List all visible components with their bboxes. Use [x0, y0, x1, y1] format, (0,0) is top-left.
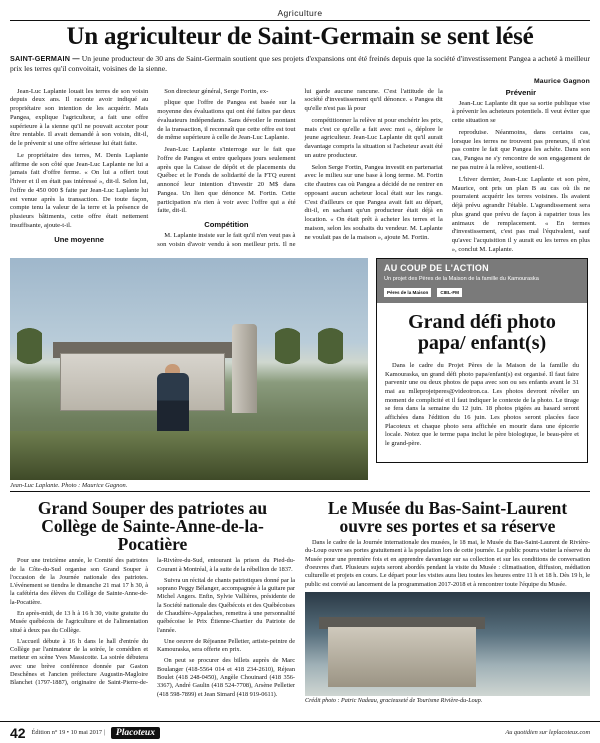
logo-ciel-fm: CIEL-FM: [437, 288, 462, 297]
bottom-section: [10, 497, 590, 704]
lead-photo-block: [10, 258, 368, 489]
lead-deck: [10, 54, 590, 74]
deck-text: Un jeune producteur de 30 ans de Saint-Germain soutient que ses projets d'expansions ont été freinés depuis que la société d'investissement Pangea a acheté à meilleur prix les terres qu'il convoitait, voisines de la sienne.: [10, 53, 590, 73]
paragraph: Pour une treizième année, le Comité des patriotes de la Côte-du-Sud organise son Grand Souper à l'occasion de la Journée nationale des patriotes. L'événement se tiendra le dimanche 21 mai 17 h 30, à la cafétéria des élèves du Collège de Sainte-Anne-de-la-Pocatière.: [10, 557, 148, 606]
lead-body-columns: [10, 88, 590, 255]
promo-body: [377, 362, 587, 461]
promo-logos: [384, 288, 580, 297]
subheading-une-moyenne: Une moyenne: [54, 234, 105, 244]
promo-eyebrow-subtitle: Un projet des Pères de la Maison de la famille du Kamouraska: [384, 276, 539, 283]
section-kicker: Agriculture: [277, 8, 323, 18]
paragraph: L'hiver dernier, Jean-Luc Laplante et son père, Maurice, ont pris un plan B au cas où ils ne pourraient acquérir les terres voisines. Ils avaient déjà prévu agrandir l'étable. L'agrandissement sera plus grand que prévu de façon à rapatrier tous les animaux de remplacement. « En termes d'investissement, c'est pas mal l'équivalent, sauf qu'avec l'acquisition il y aurait eu les terres en plus », conclut M. Laplante.: [451, 175, 590, 253]
promo-eyebrow-title: AU COUP DE L'ACTION: [384, 262, 489, 273]
paragraph: Dans le cadre du Projet Pères de la Maison de la famille du Kamouraska, un grand défi photo papa/enfant(s) est organisé. Il faut faire parvenir une ou deux photos de papa avec son ou ses enfants avant le 31 mai au mlleprojetperes@videotron.ca. Les photos devront révéler un moment de complicité et il faut indiquer le contexte de la photo. Le tirage se fera dans la semaine du 12 juin. 18 photos pigées au hasard seront affichées dans l'édition du 16 juin. Les photos seront placées face Placoteux et chaque photo sera affichée en mourir dans une épicerie locale. Notez que le terme papa inclut le père biologique, le beau-père et le grand-père.: [385, 362, 579, 447]
edition-info: Édition n° 19 • 10 mai 2017 |: [31, 729, 105, 736]
subheading-prevenir: Prévenir: [505, 87, 537, 97]
article2-body: [10, 557, 295, 699]
divider-bottom-section: [10, 491, 590, 492]
paragraph: Jean-Luc Laplante s'interroge sur le fait que l'offre de Pangea et entre quelques jours seulement après que la Caisse de dépôt et de placements du Québec et le Fonds de solidarité de la FTQ eurent annoncé leur intention d'investir 20 M$ dans Pangea. Un lien que dénonce M. Fortin. Cette participation n'a rien à voir avec l'offre qui a été faite, dit-il.: [157, 146, 296, 215]
paragraph: plique que l'offre de Pangea est basée sur la moyenne des évaluations qui ont été faites par deux évaluateurs indépendants. Sans dévoiler le montant de la transaction, il reconnaît que cette offre est tout de même supérieure à celle de Jean-Luc Laplante.: [157, 99, 296, 142]
dateline: SAINT-GERMAIN —: [10, 53, 80, 63]
paragraph: Le propriétaire des terres, M. Denis Laplante affirme de son côté que Jean-Luc Laplante ne lui a jamais fait d'offre ferme. « On lui a offert tout l'hiver et il en était pas intéressé », dit-il. Selon lui, l'offre de 450 000 $ faite par Jean-Luc Laplante lui est venue après la transaction. De toute façon, compte tenu la valeur de la terre et la présence de plusieurs bâtiments, cette offre était nettement insuffisante, ajoute-t-il.: [10, 151, 149, 230]
article2-headline: Grand Souper des patriotes au Collège de Sainte-Anne-de-la-Pocatière: [37, 497, 268, 555]
divider-top: [10, 20, 590, 21]
promo-banner: [377, 259, 587, 303]
promo-title: Grand défi photo papa/ enfant(s): [408, 311, 556, 355]
paragraph: reproduise. Néanmoins, dans certains cas, lorsque les terres ne trouvent pas preneurs, il n'est pas contre le fait que Pangea les achète. Dans son cas, Pangea ne s'y rencontre de son engagement de ne pas nuire à la relève, soutient-il.: [451, 128, 590, 171]
lead-column-1: [10, 88, 590, 255]
article3-photo-caption: Crédit photo : Patric Nadeau, gracieuseté de Tourisme Rivière-du-Loup.: [305, 697, 483, 704]
subheading-competition: Compétition: [204, 220, 249, 230]
musee-photo: [305, 592, 590, 696]
article-musee: [305, 497, 590, 704]
paragraph: Son directeur général, Serge Fortin, ex-: [164, 87, 269, 95]
publication-logo: Placoteux: [111, 727, 160, 739]
article3-headline: Le Musée du Bas-Saint-Laurent ouvre ses portes et sa réserve: [327, 497, 568, 536]
lead-headline: Un agriculteur de Saint-Germain se sent lésé: [66, 23, 534, 50]
lead-byline: Maurice Gagnon: [533, 77, 590, 85]
promo-box[interactable]: [376, 258, 588, 489]
article2-columns: [10, 557, 295, 699]
paragraph: Jean-Luc Laplante louait les terres de son voisin depuis deux ans. Il raconte avoir indiqué au propriétaire son intention de les acquérir. Mais Pangea, explique l'agriculteur, a fait une offre supérieure à la sienne qu'il ne pouvait accoter pour être rentable. Il avait demandé à son voisin, dit-il, de le prévenir si une offre sérieuse lui était faite.: [10, 87, 149, 148]
paragraph: On peut se procurer des billets auprès de Marc Boulanger (418-5564 014 et 418 234-2610), Réjean Boulet (418 248-0450), Angèle Chouinard (418 356-3367), André Gaulin (418 524-7708), Arsène Pelletier (418 598-7899) et Jean Simard (418 919-0611).: [157, 657, 295, 698]
page-number: 42: [10, 724, 26, 741]
footer-tagline: Au quotidien sur leplacoteux.com: [505, 729, 590, 736]
paragraph: Jean-Luc Laplante dit que sa sortie publique vise à prévenir les acheteurs potentiels. Il veut éviter que cette situation se: [451, 99, 590, 125]
farm-photo: [10, 258, 368, 480]
lead-photo-caption: Jean-Luc Laplante. Photo : Maurice Gagnon.: [10, 481, 128, 489]
logo-peres-maison: Pères de la Maison: [384, 288, 431, 297]
middle-section: [10, 258, 590, 489]
paragraph: Dans le cadre de la Journée internationale des musées, le 18 mai, le Musée du Bas-Saint-Laurent de Rivière-du-Loup ouvre ses portes gratuitement à la population lors de cette journée. Le public pourra visiter la réserve du Musée pour une première fois et en apprendre davantage sur sa collection et sur les conditions de conversation d'oeuvres d'art. Plusieurs sujets seront abordés pendant la visite du Musée : climatisation, diffusion, médiation culturelle et projets en cours. Le départ pour les visites aura lieu toutes les heures entre 11 h et 18 h. Dès 19 h, le public est convié au lancement de la programmation 2017-2018 et à rencontrer toute l'équipe du Musée.: [305, 539, 590, 588]
article3-body: [305, 539, 590, 589]
page-footer: [0, 721, 600, 743]
paragraph: L'accueil débute à 16 h dans le hall d'entrée du Collège par l'animateur de la soirée, le comédien et metteur en scène Yves Massicotte. La soirée débutera avec une brève conférence donnée par Gaston Deschênes et l'ancien préfecture Augustin-Magloire Blanchet (1797-1887), originaire de Saint-Pierre-de-la-Rivière-du-Sud, entourant la prison du Pied-du-Courant à Montréal, à la suite de la rébellion de 1837.: [10, 557, 295, 687]
paragraph: Une oeuvre de Réjeanne Pelletier, artiste-peintre de Kamouraska, sera offerte en prix.: [157, 637, 295, 654]
article-patriotes: [10, 497, 295, 704]
paragraph: Suivra un récital de chants patriotiques donné par la soprano Peggy Bélanger, accompagnée à la guitare par Michel Angers. Enfin, Sylvie Vallières, présidente de la Société nationale des Québécois et des Québécoises de Chaudière-Appalaches, remettra à une personnalité québécoise le Prix Étienne-Chartier du Patriote de l'année.: [157, 576, 295, 634]
paragraph: compétitionner la relève ni pour enchérir les prix, mais c'est ce qu'elle a fait avec moi », déplore le jeune agriculteur. Jean-Luc Laplante dit qu'il aurait davantage compris la situation si l'acheteur avait été un autre producteur.: [304, 116, 443, 159]
paragraph: Selon Serge Fortin, Pangea investit en partenariat avec le milieu sur une base à long terme. M. Fortin cite d'autres cas où Pangea a décidé de ne rentrer en opposant aucun acheteur local était sur les rangs. C'est d'ailleurs ce que Pangea avait fait au départ, dit-il, en sachant qu'un producteur était déjà en location. « On était prêt à acheter les terres et la maison, selon les souhaits du vendeur. M. Laplante ne voulait pas de la maison », ajoute M. Fortin.: [304, 163, 443, 241]
paragraph: M. Laplante insiste sur le fait qu'il n'en veut pas à son voisin d'avoir vendu à son meilleur prix. Il ne lui garde aucune rancune. C'est l'attitude de la société d'investissement qu'il dénonce. « Pangea dit qu'elle n'est pas là pour: [157, 87, 443, 249]
paragraph: En après-midi, de 13 h à 16 h 30, visite gratuite du Musée québécois de l'agriculture et de l'alimentation situé à deux pas du Collège.: [10, 609, 148, 634]
